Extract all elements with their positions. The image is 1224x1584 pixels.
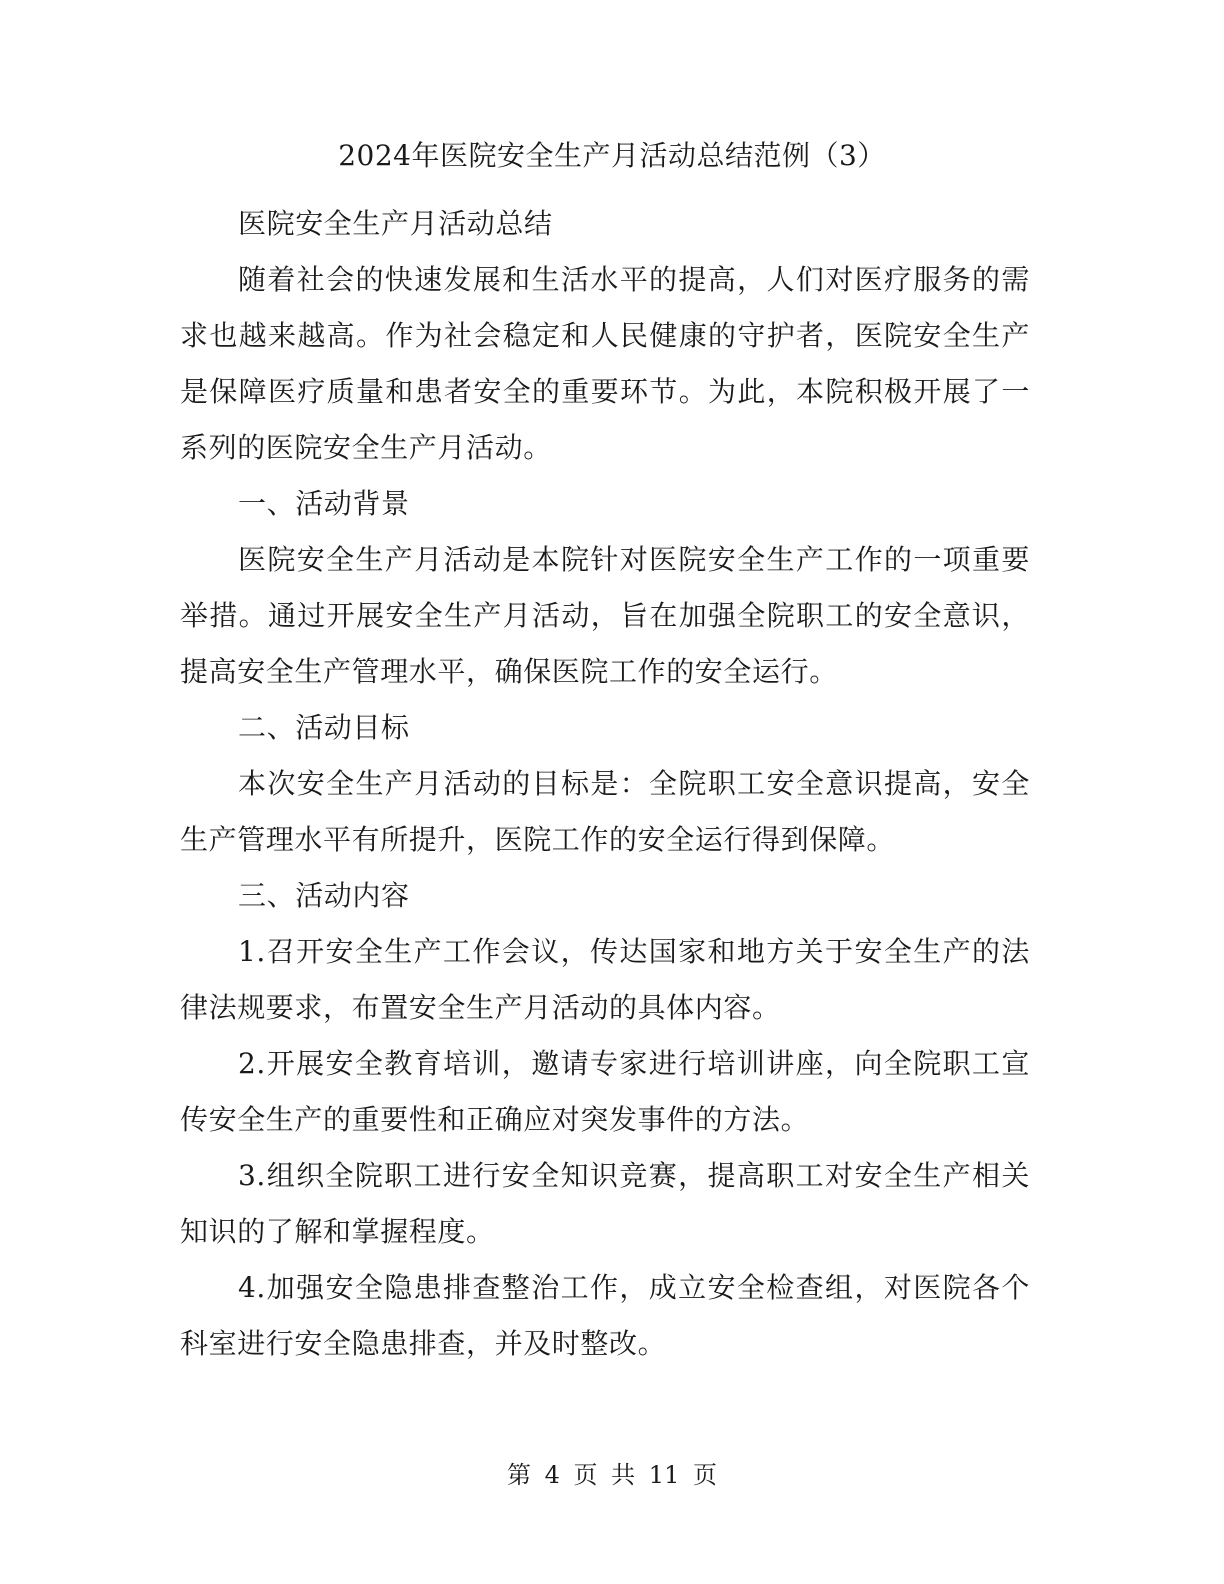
content-item-2: 2.开展安全教育培训，邀请专家进行培训讲座，向全院职工宣传安全生产的重要性和正确应对突发事件的方法。 [180,1047,1030,1136]
page-footer: 第 4 页 共 11 页 [507,1461,717,1489]
section-heading-goals: 二、活动目标 [238,711,410,744]
intro-paragraph: 随着社会的快速发展和生活水平的提高，人们对医疗服务的需求也越来越高。作为社会稳定和人民健康的守护者，医院安全生产是保障医疗质量和患者安全的重要环节。为此，本院积极开展了一系列的医院安全生产月活动。 [180,263,1030,464]
background-paragraph: 医院安全生产月活动是本院针对医院安全生产工作的一项重要举措。通过开展安全生产月活动，旨在加强全院职工的安全意识，提高安全生产管理水平，确保医院工作的安全运行。 [180,543,1030,688]
goals-paragraph: 本次安全生产月活动的目标是：全院职工安全意识提高，安全生产管理水平有所提升，医院工作的安全运行得到保障。 [180,767,1030,856]
content-item-3: 3.组织全院职工进行安全知识竞赛，提高职工对安全生产相关知识的了解和掌握程度。 [180,1159,1030,1248]
subtitle-paragraph: 医院安全生产月活动总结 [238,207,553,240]
section-heading-content: 三、活动内容 [238,879,410,912]
document-title: 2024年医院安全生产月活动总结范例（3） [338,139,886,172]
content-item-4: 4.加强安全隐患排查整治工作，成立安全检查组，对医院各个科室进行安全隐患排查，并及时整改。 [180,1271,1030,1360]
section-heading-background: 一、活动背景 [238,487,410,520]
content-item-1: 1.召开安全生产工作会议，传达国家和地方关于安全生产的法律法规要求，布置安全生产月活动的具体内容。 [180,935,1030,1024]
document-body [180,196,1030,1372]
